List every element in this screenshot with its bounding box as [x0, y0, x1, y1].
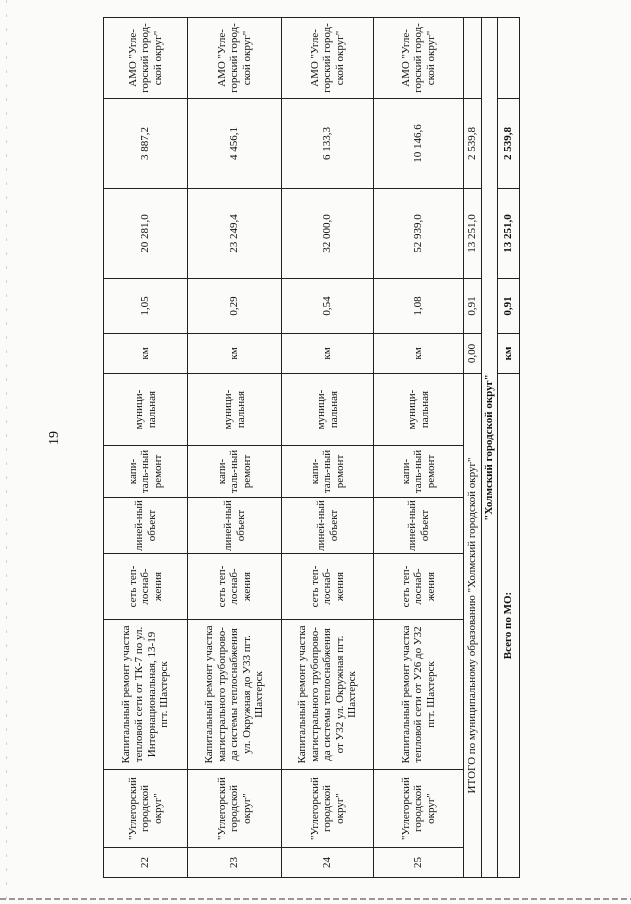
section-header-row	[482, 18, 498, 878]
length-cell: 0,29	[188, 279, 282, 334]
object-type-cell: линей-ный объект	[374, 498, 464, 554]
unit-cell: км	[188, 334, 282, 374]
cost-part-cell: 3 887,2	[104, 99, 188, 189]
municipality-cell: "Углегорский городской округ"	[188, 770, 282, 848]
row-number: 22	[104, 848, 188, 878]
table-row	[374, 18, 464, 878]
work-type-cell: капи-таль-ный ремонт	[188, 446, 282, 498]
executor-cell: АМО "Угле-горский город-ской округ"	[104, 18, 188, 99]
section-header: "Холмский городской округ"	[482, 18, 498, 878]
work-type-cell: капи-таль-ный ремонт	[374, 446, 464, 498]
cost-part-cell: 6 133,3	[282, 99, 374, 189]
row-number: 24	[282, 848, 374, 878]
table-row	[282, 18, 374, 878]
object-type-cell: линей-ный объект	[188, 498, 282, 554]
ownership-cell: муници-пальная	[282, 374, 374, 446]
municipality-cell: "Углегорский городской округ"	[282, 770, 374, 848]
cost-part-cell: 4 456,1	[188, 99, 282, 189]
unit-cell: км	[104, 334, 188, 374]
total-label: Всего по МО:	[498, 374, 520, 878]
cost-part-cell: 10 146,6	[374, 99, 464, 189]
table-row	[104, 18, 188, 878]
ownership-cell: муници-пальная	[104, 374, 188, 446]
length-cell: 0,54	[282, 279, 374, 334]
executor-cell: АМО "Угле-горский город-ской округ"	[188, 18, 282, 99]
length-cell: 1,05	[104, 279, 188, 334]
subtotal-empty-cell	[464, 18, 482, 99]
scan-edge	[6, 0, 7, 904]
page-number: 19	[47, 431, 62, 445]
ownership-cell: муници-пальная	[188, 374, 282, 446]
object-name-cell: Капитальный ремонт участка тепловой сети от У26 до У32 пгт. Шахтерск	[374, 620, 464, 770]
total-cost-total: 13 251,0	[498, 189, 520, 279]
unit-cell: км	[374, 334, 464, 374]
cost-total-cell: 52 939,0	[374, 189, 464, 279]
executor-cell: АМО "Угле-горский город-ской округ"	[282, 18, 374, 99]
subtotal-value-2: 0,91	[464, 279, 482, 334]
subtotal-row	[464, 18, 482, 878]
subtotal-value-1: 0,00	[464, 334, 482, 374]
subtotal-label: ИТОГО по муниципальному образованию "Холмский городской округ"	[464, 374, 482, 878]
object-name-cell: Капитальный ремонт участка тепловой сети от ТК-7 по ул. Интернациональная, 13-19 пгт. Шахтерск	[104, 620, 188, 770]
network-type-cell: сеть теп-лоснаб-жения	[104, 554, 188, 620]
municipality-cell: "Углегорский городской округ"	[374, 770, 464, 848]
total-length: 0,91	[498, 279, 520, 334]
executor-cell: АМО "Угле-горский город-ской округ"	[374, 18, 464, 99]
row-number: 23	[188, 848, 282, 878]
total-unit: км	[498, 334, 520, 374]
network-type-cell: сеть теп-лоснаб-жения	[282, 554, 374, 620]
ownership-cell: муници-пальная	[374, 374, 464, 446]
municipality-cell: "Углегорский городской округ"	[104, 770, 188, 848]
work-type-cell: капи-таль-ный ремонт	[282, 446, 374, 498]
total-row	[498, 18, 520, 878]
row-number: 25	[374, 848, 464, 878]
object-type-cell: линей-ный объект	[104, 498, 188, 554]
work-type-cell: капи-таль-ный ремонт	[104, 446, 188, 498]
cost-total-cell: 32 000,0	[282, 189, 374, 279]
total-cost-part: 2 539,8	[498, 99, 520, 189]
object-type-cell: линей-ный объект	[282, 498, 374, 554]
network-type-cell: сеть теп-лоснаб-жения	[188, 554, 282, 620]
object-name-cell: Капитальный ремонт участка магистрального трубопрово-да системы теплоснабжения от У32 ул. Окружная пгт. Шахтерск	[282, 620, 374, 770]
rotated-table-container	[103, 18, 519, 878]
unit-cell: км	[282, 334, 374, 374]
subtotal-value-4: 2 539,8	[464, 99, 482, 189]
network-type-cell: сеть теп-лоснаб-жения	[374, 554, 464, 620]
cost-total-cell: 20 281,0	[104, 189, 188, 279]
length-cell: 1,08	[374, 279, 464, 334]
data-table	[103, 17, 520, 878]
total-empty-cell	[498, 18, 520, 99]
subtotal-value-3: 13 251,0	[464, 189, 482, 279]
cost-total-cell: 23 249,4	[188, 189, 282, 279]
object-name-cell: Капитальный ремонт участка магистрального трубопрово-да системы теплоснабжения ул. Окружная до У33 пгт. Шахтерск	[188, 620, 282, 770]
table-row	[188, 18, 282, 878]
scan-artifact-line	[0, 898, 631, 900]
